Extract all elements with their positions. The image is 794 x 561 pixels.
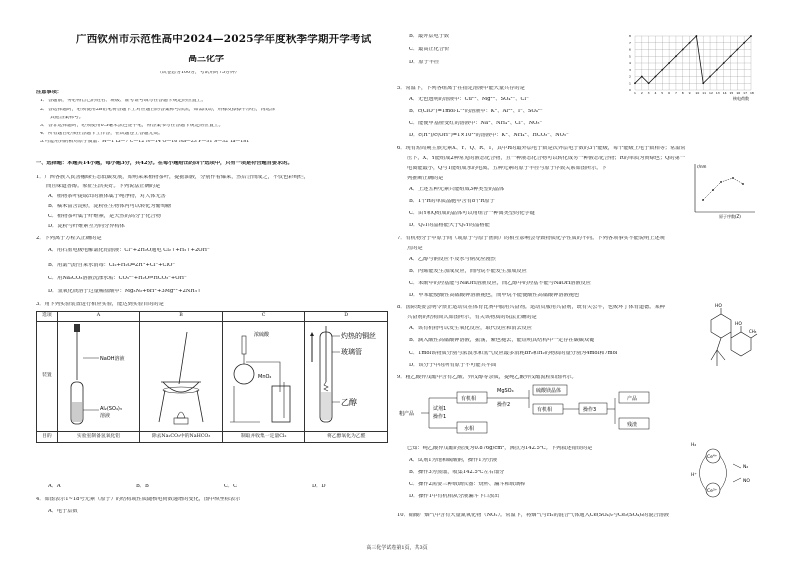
chart-y-tick-label: 5 [629,54,631,59]
chart-x-ticks [634,91,754,95]
flow-water: 水相 [464,426,475,432]
q9-option: B．操作3为蒸馏，收集142.5℃左右馏分 [409,470,505,475]
q4-option: D．原子半径 [409,60,440,65]
chart-x-tick-label: 16 [736,91,741,95]
n2-label: N₂ [743,465,749,470]
chart-point [675,55,677,57]
q9-line: 已知：纯乙酸异戊酯的密度为0.876g/cm³，沸点为142.5℃。下列叙述错误的是 [407,446,593,451]
chart-point [668,62,670,64]
chart-x-tick-label: 1 [634,91,636,95]
exam-title: 广西钦州市示范性高中2024—2025学年度秋季学期开学考试 [76,34,372,45]
label-solution: 溶液 [99,413,110,420]
dropper-testtube-diagram [59,322,139,428]
flow-op3: 操作3 [583,407,597,413]
q8-option: C．1mol该物质分别与浓溴水和氢气反应最多消耗Br₂和H₂的物质的量分别为4mol和7mol [409,351,618,356]
chart-point [661,69,663,71]
flow-reagent1: 试剂1 [433,406,447,412]
label-al2so4: Al₂(SO₄)₃ [99,406,122,413]
q4-option: B．最外层电子数 [409,34,450,39]
q1-option: A．植物茶叶提取出的液体属于纯净物，对人体无害 [48,194,166,199]
q8-line: 兴奋剂的结构简式如图所示，有关该物质的说法正确的是 [407,315,537,320]
q3-stem: 3．用下列实验装置进行相应实验，能达到实验目的的是 [36,302,164,307]
chart-y-tick-label: 2 [629,74,631,79]
q3-option: A．A [48,484,61,489]
q6-y-axis-label: r/nm [697,164,707,169]
label-hot-copper: 灼热的铜丝 [341,332,377,341]
chart-point [702,82,704,84]
label-mno2: MnO₂ [257,374,272,381]
q7-option: C．苯酚中的羟基能与NaOH溶液反应，而乙醇中的羟基不能与NaOH溶液反应 [409,281,592,286]
h2-label: H₂ [691,443,697,448]
chart-y-tick-label: 6 [629,47,631,52]
q5-stem: 5．常温下，下列各组离子在指定溶液中能大量共存的是 [397,86,525,91]
q7-option: B．丙烯能发生加成反应，而丙烷不能发生加成反应 [409,269,527,274]
chart-y-tick-label: 4 [629,61,631,65]
flow-mgso4: MgSO₄ [497,388,514,394]
flow-product: 产品 [627,396,638,402]
notice-item: 1．答题前，务必将自己的姓名、班级、准考证号填写在答题卡规定的位置上。 [40,99,207,103]
flow-org2: 有机相 [537,407,553,413]
purification-flowchart [397,384,657,440]
chart-y-tick-label: 1 [629,81,631,86]
q6-option: D．Q₂T的晶格能大于Q₂Y的晶格能 [409,223,490,228]
stimulant-structure-diagram [697,300,759,380]
chart-point [730,55,732,57]
table-header: B [140,312,223,322]
notice-heading: 注意事项： [36,90,62,95]
q5-option: B．c(ClO⁻)=1mol·L⁻¹的溶液中：K⁺、Al³⁺、I⁻、SO₄²⁻ [409,109,543,114]
q5-option: D．c(H⁺)/c(OH⁻)=1×10¹²的溶液中：K⁺、NH₄⁺、HCO₃⁻、NO₃⁻ [409,133,569,138]
table-header: A [57,312,140,322]
flow-op2: 操作2 [497,402,511,408]
chart-point [634,82,636,84]
flow-residue: 残渣 [627,422,638,428]
chart-x-tick-label: 3 [647,91,650,95]
q8-option: D．该分子中的所有原子不可能共平面 [409,363,497,368]
chart-x-tick-label: 9 [688,91,691,95]
cerium-cycle-diagram [689,438,759,510]
q10-stem: 10．硝酸厂烟气中含有大量氮氧化物（NOₓ）。常温下，将烟气与H₂的混合气体通入Ce(SO₄)₂与Ce₂(SO₄)₃的混合溶液 [397,513,670,518]
q4-option: C．最高正化合价 [409,47,450,52]
q1-option: C．植物茶叶属于纤维素，是天然的高分子化合物 [48,214,161,219]
mol-label-ho: HO [715,304,722,309]
chart-point [743,42,745,44]
flow-org1: 有机相 [461,396,477,402]
q9-option: C．操作2需要三种玻璃仪器：烧杯、漏斗和玻璃棒 [409,482,526,487]
table-header: 选项 [37,312,58,322]
notice-item: 4．所有题目必须在答题卡上作答，在试题卷上答题无效。 [40,132,163,136]
q1-line: 而且味道香醇。象征生活美好。下列说法正确的是 [46,184,161,189]
notice-item: 3．答非选择题时，必须使用0.5毫米黑色签字笔，将答案书写在答题卡规定的位置上。 [40,124,224,128]
q2-option: B．用氯气给自来水消毒：Cl₂+H₂O═2H⁺+Cl⁻+ClO⁻ [48,263,176,268]
chart-point [716,69,718,71]
q7-option: A．乙醇与钠反应不及水与钠反应剧烈 [409,257,496,262]
chart-x-tick-label: 14 [722,91,727,95]
q4-option: A．电子层数 [48,509,78,514]
table-header: C [222,312,305,322]
chart-point [709,76,711,78]
q6-option: B．1个R的单质晶胞中含有8个R原子 [409,199,495,204]
notice-item: 2．答选择题时，必须使用2B铅笔将答题卡上对应题目的答案标号涂黑，如需改动，用橡皮擦擦干净后，再选涂 [40,108,276,112]
chart-point [641,76,643,78]
chart-y-tick-label: 7 [629,40,631,45]
q8-line: 8．国际奥委会明令禁止运动员在体育比赛中服用兴奋剂。运动员服用兴奋剂，既有失公平，也败坏了体育道德。某种 [397,305,665,310]
experiment-table [36,311,388,443]
chart-x-tick-label: 12 [709,91,713,95]
chart-series-line [635,36,751,83]
chart-x-tick-label: 10 [695,91,700,95]
q2-option: C．用Na₂CO₃溶液洗涤水垢：CO₃²⁻+H₂O⇌HCO₃⁻+OH⁻ [48,276,187,281]
chart-point [723,62,725,64]
flow-start: 粗产品 [399,411,415,417]
chart-x-tick-label: 2 [640,91,643,95]
q3-option: B．B [136,484,149,489]
q4-line-chart [625,30,761,102]
label-glass-tube: 玻璃管 [341,348,363,357]
chart-x-tick-label: 8 [681,91,684,95]
q6-option: A．上述五种元素只能组成3种类型的晶体 [409,187,505,192]
q6-option: C．由Y和Q组成的晶体可以用组合一种离类型的化学键 [409,211,535,216]
q6-x-axis-label: 原子序数(Z) [719,214,741,219]
label-conc-sulfuric: 浓硫酸 [253,332,269,339]
mol-label-ch3: CH₃ [749,329,757,334]
q5-option: C．能使甲基橙变红的溶液中：Na⁺、NH₄⁺、Cl⁻、NO₃⁻ [409,121,543,126]
flow-solid: 硫酸镁晶体 [536,388,562,394]
q8-option: A．该有机物可以发生氧化反应，取代反应和消去反应 [409,326,533,331]
q2-stem: 2．下列离子方程式正确的是 [36,236,102,241]
label-ethanol: 乙醇 [341,398,358,408]
chart-x-tick-label: 17 [743,91,748,95]
chart-y-tick-label: 8 [629,34,631,38]
chart-point [689,42,691,44]
flow-op1: 操作1 [433,414,447,420]
evaporating-dish-diagram [141,322,221,428]
q8-option: B．滴入酸性高锰酸钾溶液，振荡，紫色褪去，能证明其结构中一定存在碳碳双键 [409,338,595,343]
q1-option: D．淀粉与纤维素互为同分异构体 [48,224,125,229]
ce3-label: Ce³⁺ [707,489,718,494]
copper-wire-ethanol-diagram [306,322,386,428]
chart-point [696,35,698,37]
apparatus-c [222,322,305,432]
chart-x-tick-label: 4 [654,91,657,95]
chart-x-tick-label: 5 [661,91,664,95]
q7-line: 点的是 [407,246,423,251]
chart-point [682,49,684,51]
chart-x-tick-label: 11 [702,91,707,95]
q9-stem: 9．粗乙酸异戊酯中含有乙酸、异戊醇等杂质，提纯乙酸异戊酯流程如图所示。 [397,375,577,380]
q6-line: 压下，X、Y能组成2种常见的液态化合物，且一种液态化合物可以转化成另一种液态化合物；R的单质为黄绿色；Q的第一 [407,156,685,161]
notice-item: 其他答案标号。 [50,116,84,120]
purpose-d: 将乙醇氧化为乙醛 [305,432,388,443]
notice-item: 5.可能用到的相对原子质量：H—1 Li—7 C—12 N—14 O—16 Na—23 P—31 S—32 Ta—181 [40,140,250,144]
apparatus-b [140,322,223,432]
chart-x-tick-label: 13 [715,91,720,95]
apparatus-a [57,322,140,432]
chart-y-tick-label: 0 [629,88,631,92]
hplus-label: H⁺ [691,473,697,478]
q4-stem: 4．如图表示1~18号元素（原子）的结构或性质随核电荷数递增的变化，图中纵坐标表示 [36,497,241,502]
chart-y-ticks [629,34,631,92]
chart-x-tick-label: 18 [750,91,754,95]
apparatus-d [305,322,388,432]
row-label-purpose: 目的 [37,432,58,443]
label-naoh: NaOH溶液 [99,356,125,363]
chart-point [750,35,752,37]
q9-option: D．操作1中有机相从分液漏斗下口放出 [409,494,500,499]
chart-point [736,49,738,51]
q3-option: C．C [224,484,238,489]
q7-line: 7．有机物分子中原子间（或原子与原子团间）的相互影响会导致物质化学性质的不同。下列各项事实不能说明上述观 [397,236,665,241]
chart-point [648,82,650,84]
row-label-device: 装置 [37,322,58,432]
no-label: NO [743,479,750,484]
q1-option: B．糯米富含淀粉，淀粉在生物体内可以转化为葡萄糖 [48,204,172,209]
q6-line: 列推断正确的是 [407,176,444,181]
page-footer: 高三化学试卷第1页，共3页 [366,545,428,551]
q6-line: 电离能最小，Q与T能组成水的电离。五种元素的原子半径与原子序数关系如图所示。下 [407,166,607,171]
ce4-label: Ce⁴⁺ [707,455,718,460]
subject-title: 高三化学 [188,55,225,64]
purpose-a: 实验室制备氢氧化铝 [57,432,140,443]
chlorine-generator-diagram [224,322,304,428]
q2-option: A．用石墨电极电解氯化铝溶液：Cl⁻+2H₂O通电 Cl₂↑+H₂↑+2OH⁻ [48,248,210,253]
chart-point [655,76,657,78]
chart-x-label: 核电荷数 [733,96,749,101]
q3-option: D．D [312,484,326,489]
chart-points [634,35,752,84]
q6-line: 6．现有短周期主族元素X、Y、Q、R、T，其中R的最外层电子数是次外层电子数的3个能级，每个能级上电子数相等；常温常 [397,146,686,151]
chart-x-tick-label: 6 [668,91,671,95]
q2-option: D．氢氧化镁溶于过量稀盐酸中：Mg₃N₂+6H⁺+3Mg²⁺+2NH₃↑ [48,289,202,294]
chart-grid [635,36,751,90]
q9-option: A．试剂1为饱和碳酸钠，操作1为分液 [409,458,498,463]
chart-y-tick-label: 3 [629,67,631,72]
section-heading: 一、选择题：本题共14小题，每小题3分，共42分。在每小题给出的四个选项中，只有一项是符合题目要求的。 [36,161,293,166]
q5-option: A．无色透明的溶液中：Cu²⁺、Mg²⁺、SO₄²⁻、Cl⁻ [409,97,529,102]
q6-radius-graph [689,160,759,220]
exam-note: （试卷总分100分，考试用时75分钟） [157,71,240,75]
q7-option: D．甲苯能使酸性高锰酸钾溶液褪色，而甲烷不能使酸性高锰酸钾溶液褪色 [409,293,580,298]
purpose-c: 制取并收集一定量Cl₂ [222,432,305,443]
purpose-b: 除去Na₂CO₃中的NaHCO₃ [140,432,223,443]
chart-x-tick-label: 15 [729,91,734,95]
q1-line: 1．广西各族人民善融绿生态低碳发展，始明采来植物茶叶，提据油液，分别作着爆来，然后合而成之，不仅色彩绚烂， [36,175,310,180]
chart-x-tick-label: 7 [674,91,677,95]
table-header: D [305,312,388,322]
mol-label-ho: HO [735,322,742,327]
